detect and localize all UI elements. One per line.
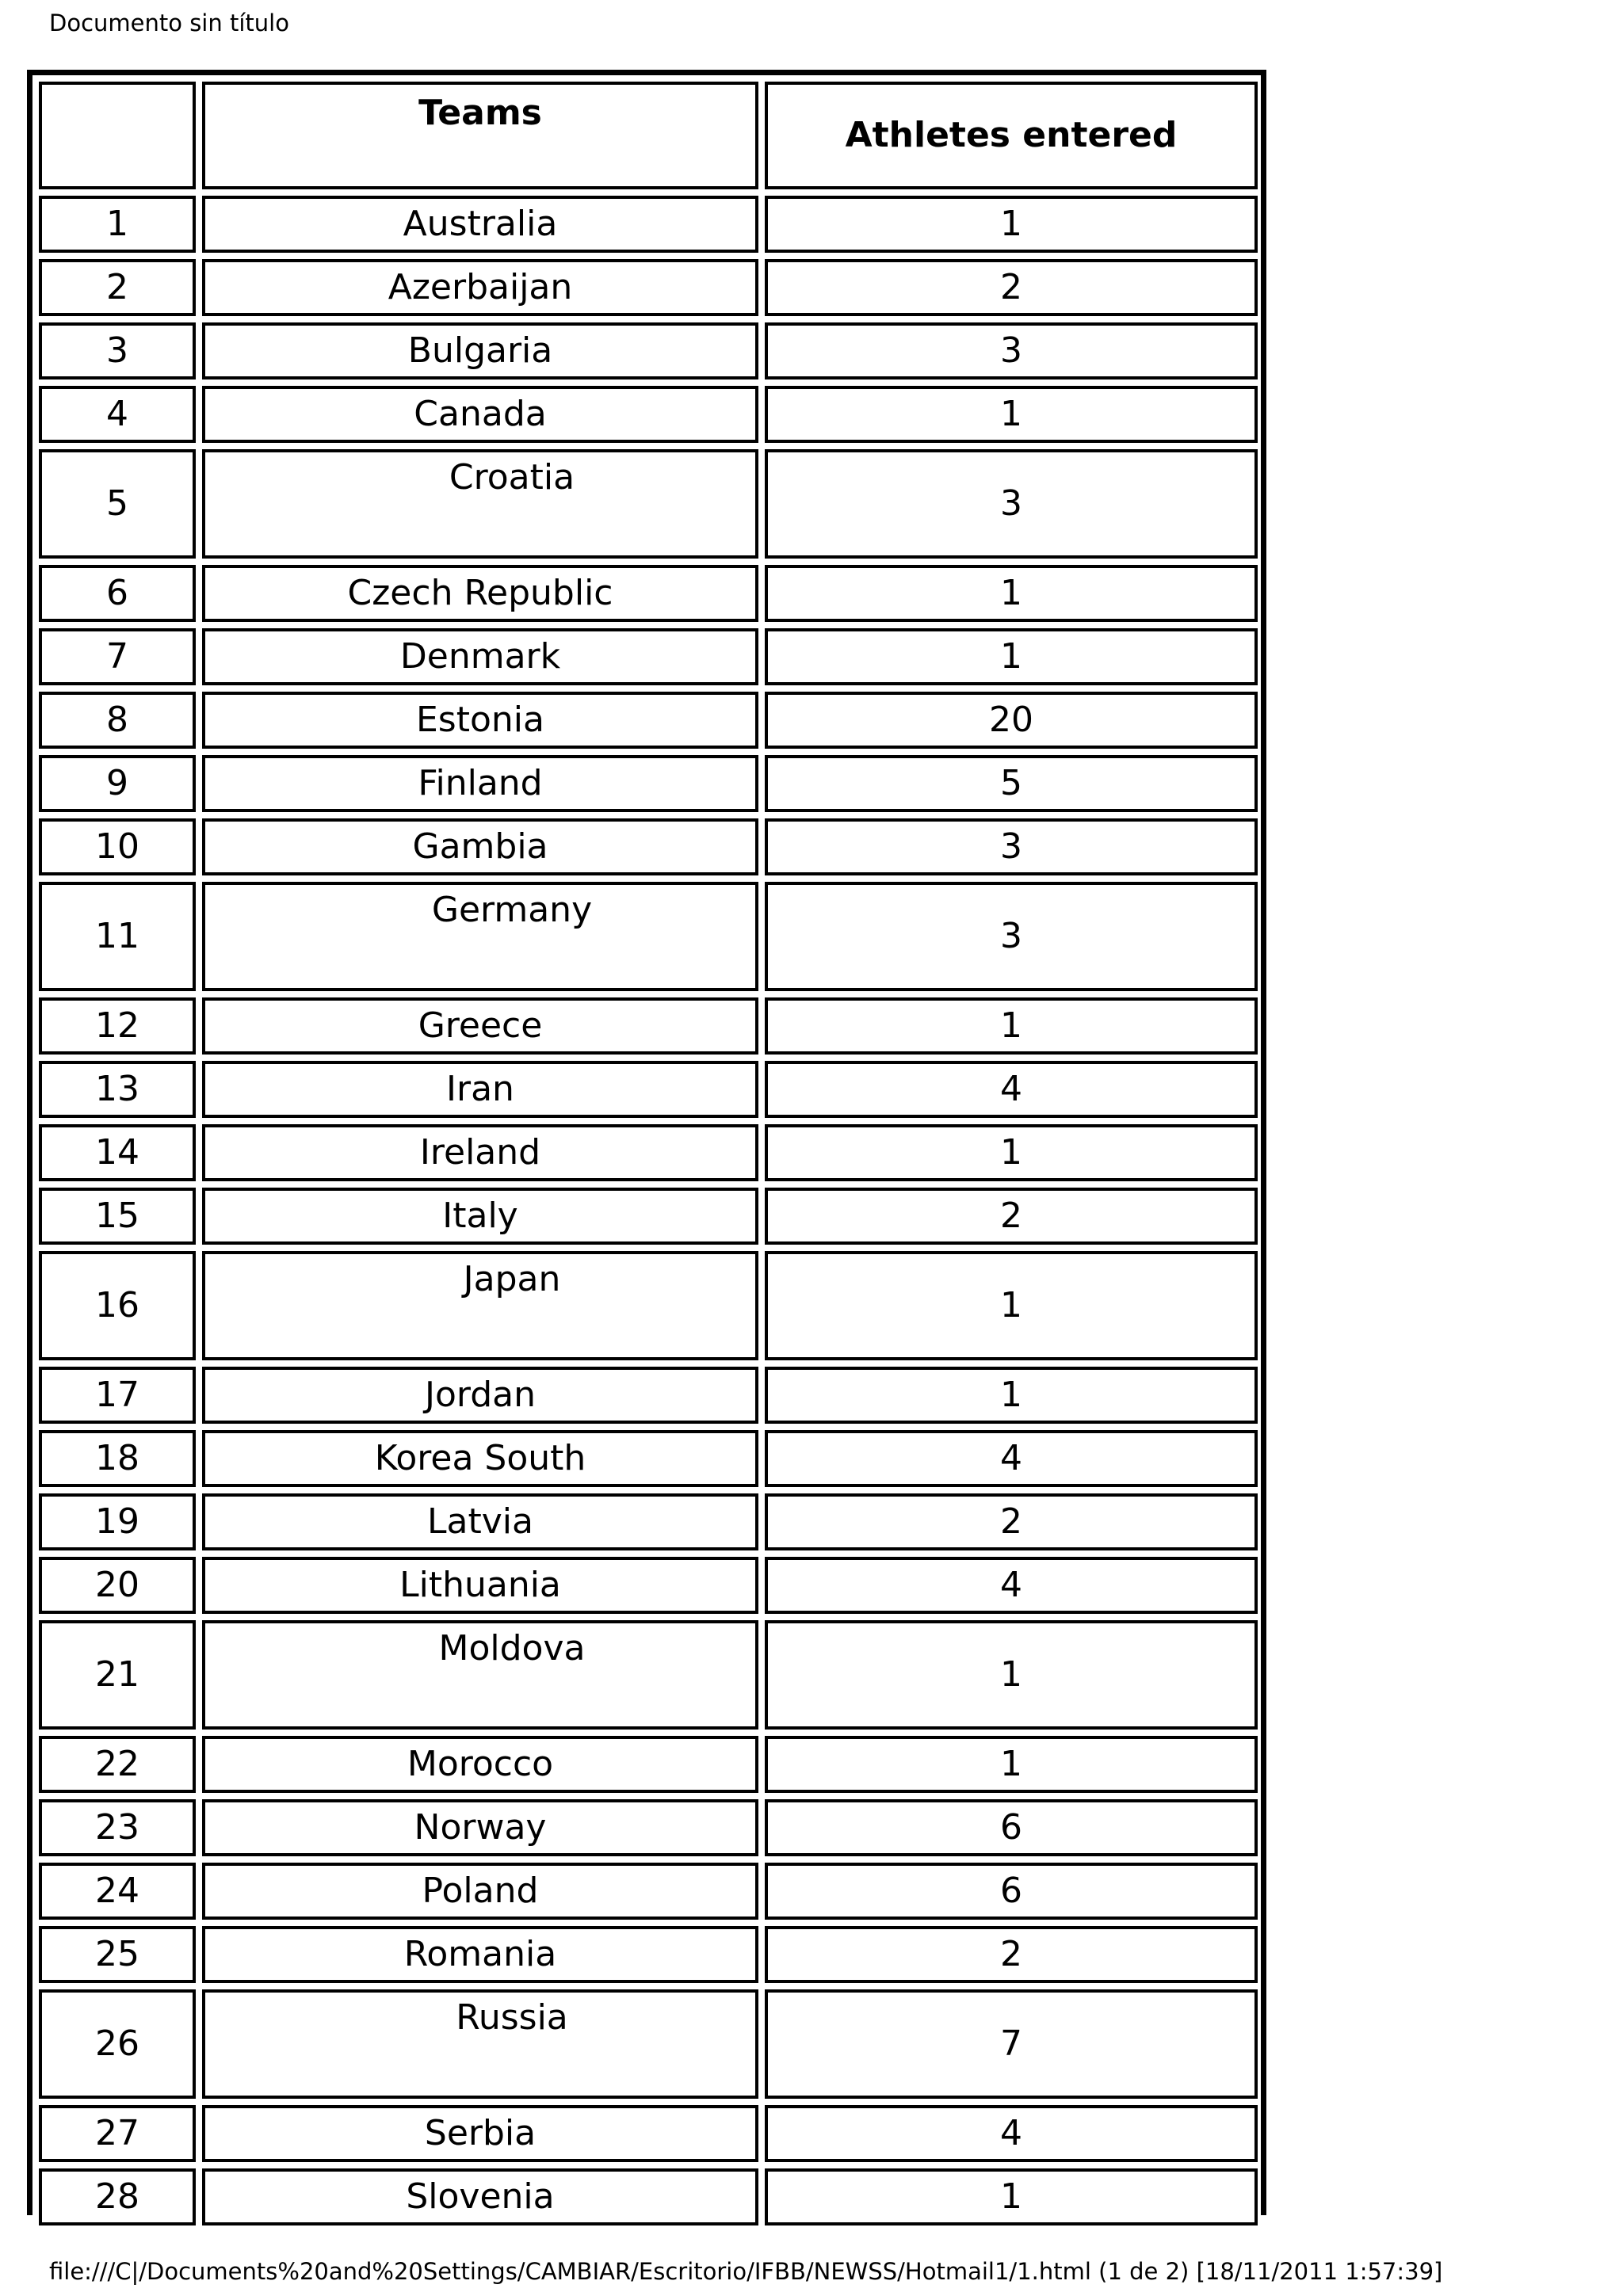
cell-rank: 6 (39, 565, 196, 622)
cell-athletes: 2 (765, 259, 1258, 316)
cell-athletes: 1 (765, 2168, 1258, 2225)
cell-rank: 5 (39, 449, 196, 559)
cell-athletes: 1 (765, 1620, 1258, 1730)
cell-athletes: 4 (765, 1061, 1258, 1118)
cell-team: Italy (202, 1188, 758, 1245)
cell-rank: 16 (39, 1251, 196, 1360)
cell-athletes: 1 (765, 1367, 1258, 1424)
cell-team: Moldova (202, 1620, 758, 1730)
cell-athletes: 3 (765, 322, 1258, 379)
cell-team: Bulgaria (202, 322, 758, 379)
header-rank (39, 82, 196, 189)
cell-rank: 2 (39, 259, 196, 316)
cell-rank: 11 (39, 882, 196, 991)
cell-team: Jordan (202, 1367, 758, 1424)
cell-rank: 22 (39, 1736, 196, 1793)
cell-athletes: 1 (765, 196, 1258, 253)
cell-rank: 25 (39, 1926, 196, 1983)
cell-team: Lithuania (202, 1557, 758, 1614)
cell-team: Morocco (202, 1736, 758, 1793)
cell-athletes: 7 (765, 1989, 1258, 2099)
cell-rank: 7 (39, 628, 196, 685)
cell-team: Slovenia (202, 2168, 758, 2225)
cell-team: Gambia (202, 818, 758, 875)
cell-team: Estonia (202, 692, 758, 749)
cell-rank: 27 (39, 2105, 196, 2162)
cell-rank: 24 (39, 1863, 196, 1920)
cell-team: Norway (202, 1799, 758, 1856)
cell-athletes: 3 (765, 449, 1258, 559)
cell-team: Serbia (202, 2105, 758, 2162)
cell-rank: 3 (39, 322, 196, 379)
cell-rank: 15 (39, 1188, 196, 1245)
cell-rank: 28 (39, 2168, 196, 2225)
header-teams: Teams (202, 82, 758, 189)
cell-athletes: 2 (765, 1188, 1258, 1245)
cell-rank: 10 (39, 818, 196, 875)
cell-team: Azerbaijan (202, 259, 758, 316)
cell-team: Poland (202, 1863, 758, 1920)
cell-athletes: 4 (765, 2105, 1258, 2162)
cell-team: Denmark (202, 628, 758, 685)
cell-team: Latvia (202, 1493, 758, 1550)
cell-athletes: 2 (765, 1493, 1258, 1550)
cell-athletes: 4 (765, 1557, 1258, 1614)
cell-athletes: 3 (765, 882, 1258, 991)
cell-athletes: 4 (765, 1430, 1258, 1487)
cell-athletes: 20 (765, 692, 1258, 749)
cell-team: Czech Republic (202, 565, 758, 622)
page-title: Documento sin título (49, 10, 289, 36)
cell-team: Australia (202, 196, 758, 253)
cell-team: Ireland (202, 1124, 758, 1181)
cell-rank: 4 (39, 386, 196, 443)
cell-team: Korea South (202, 1430, 758, 1487)
cell-rank: 19 (39, 1493, 196, 1550)
cell-athletes: 6 (765, 1799, 1258, 1856)
cell-rank: 12 (39, 997, 196, 1055)
cell-rank: 21 (39, 1620, 196, 1730)
cell-athletes: 1 (765, 565, 1258, 622)
cell-team: Germany (202, 882, 758, 991)
cell-team: Canada (202, 386, 758, 443)
cell-athletes: 6 (765, 1863, 1258, 1920)
cell-rank: 8 (39, 692, 196, 749)
cell-athletes: 2 (765, 1926, 1258, 1983)
cell-rank: 14 (39, 1124, 196, 1181)
cell-athletes: 1 (765, 1124, 1258, 1181)
cell-rank: 26 (39, 1989, 196, 2099)
header-athletes-entered: Athletes entered (765, 82, 1258, 189)
cell-rank: 23 (39, 1799, 196, 1856)
cell-rank: 9 (39, 755, 196, 812)
cell-rank: 13 (39, 1061, 196, 1118)
cell-team: Iran (202, 1061, 758, 1118)
cell-team: Greece (202, 997, 758, 1055)
cell-team: Croatia (202, 449, 758, 559)
cell-athletes: 1 (765, 628, 1258, 685)
cell-athletes: 1 (765, 386, 1258, 443)
cell-athletes: 3 (765, 818, 1258, 875)
cell-rank: 18 (39, 1430, 196, 1487)
cell-athletes: 1 (765, 1251, 1258, 1360)
cell-athletes: 1 (765, 997, 1258, 1055)
cell-rank: 1 (39, 196, 196, 253)
teams-table (27, 70, 1266, 2215)
page-footer-url: file:///C|/Documents%20and%20Settings/CAMBIAR/Escritorio/IFBB/NEWSS/Hotmail1/1.html (1 de 2) [18/11/2011 1:57:39] (49, 2258, 1443, 2285)
cell-team: Japan (202, 1251, 758, 1360)
cell-team: Russia (202, 1989, 758, 2099)
cell-athletes: 1 (765, 1736, 1258, 1793)
cell-team: Romania (202, 1926, 758, 1983)
cell-athletes: 5 (765, 755, 1258, 812)
cell-rank: 20 (39, 1557, 196, 1614)
cell-rank: 17 (39, 1367, 196, 1424)
cell-team: Finland (202, 755, 758, 812)
